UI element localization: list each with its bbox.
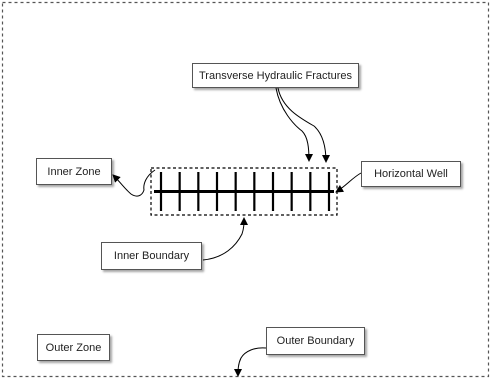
fracture-arrow-right xyxy=(278,88,326,162)
transverse-fractures-label: Transverse Hydraulic Fractures xyxy=(192,63,359,88)
inner-boundary-arrow xyxy=(203,218,244,260)
outer-zone-label: Outer Zone xyxy=(37,334,110,361)
outer-boundary-arrow xyxy=(238,348,266,376)
outer-boundary-label: Outer Boundary xyxy=(266,327,365,355)
horizontal-well-label: Horizontal Well xyxy=(361,161,461,187)
inner-zone-label: Inner Zone xyxy=(36,158,112,185)
fracture-arrow-left xyxy=(276,88,309,161)
outer-boundary-line xyxy=(3,3,489,377)
inner-boundary-label: Inner Boundary xyxy=(101,242,202,270)
inner-zone-arrow xyxy=(113,170,155,196)
horizontal-well-arrow xyxy=(336,173,361,192)
